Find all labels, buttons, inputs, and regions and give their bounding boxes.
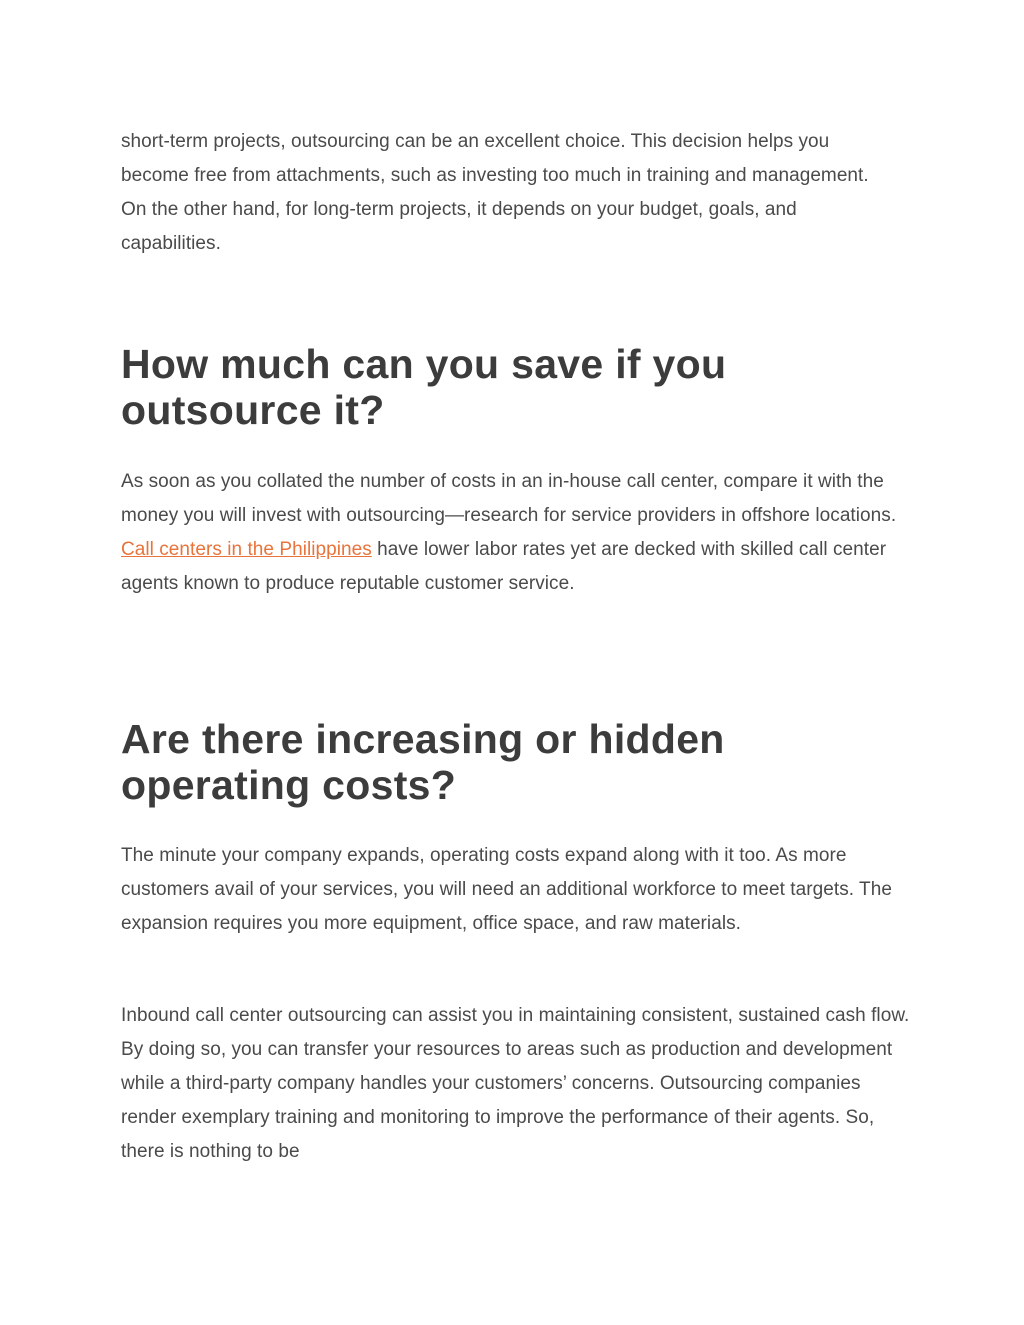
section-heading-operating-costs: Are there increasing or hidden operating costs?: [121, 716, 725, 808]
paragraph-text: have lower labor rates yet are decked with skilled call center agents known to produce reputable customer service.: [121, 539, 887, 594]
body-paragraph: short-term projects, outsourcing can be an excellent choice. This decision helps you become free from attachments, such as investing too much in training and management. On the other hand, for long-term projects, it depends on your budget, goals, and capabilities.: [121, 131, 869, 254]
body-paragraph: Inbound call center outsourcing can assist you in maintaining consistent, sustained cash flow. By doing so, you can transfer your resources to areas such as production and development while a third-party company handles your customers’ concerns. Outsourcing companies render exemplary training and monitoring to improve the performance of their agents. So, there is nothing to be: [121, 1005, 910, 1162]
philippines-call-centers-link[interactable]: Call centers in the Philippines: [121, 539, 372, 560]
section-heading-savings: How much can you save if you outsource it?: [121, 341, 727, 433]
body-paragraph: [121, 465, 911, 601]
paragraph-text: As soon as you collated the number of costs in an in-house call center, compare it with the money you will invest with outsourcing—research for service providers in offshore locations.: [121, 471, 897, 526]
body-paragraph: The minute your company expands, operating costs expand along with it too. As more customers avail of your services, you will need an additional workforce to meet targets. The expansion requires you more equipment, office space, and raw materials.: [121, 845, 892, 934]
